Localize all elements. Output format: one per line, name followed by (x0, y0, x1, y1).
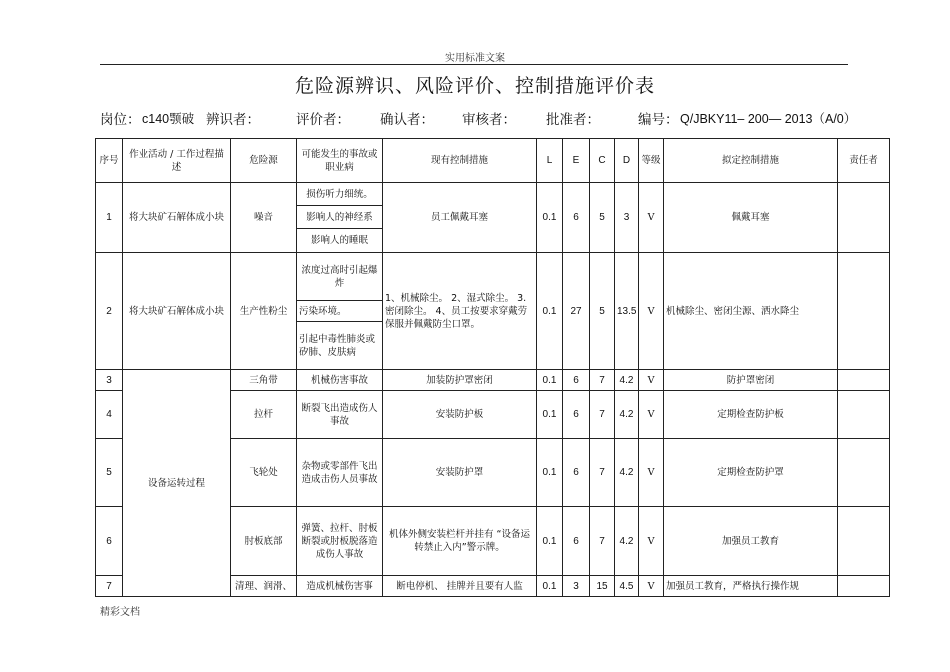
row-hazard: 飞轮处 (231, 439, 297, 507)
row-grade: V (639, 183, 664, 253)
row-seq: 3 (96, 370, 123, 391)
row-l: 0.1 (537, 576, 563, 597)
row-l: 0.1 (537, 507, 563, 576)
confirmer-label: 确认者： (380, 112, 434, 128)
col-controls: 现有控制措施 (383, 139, 537, 183)
row-owner (838, 391, 890, 439)
row-consequence: 影响人的睡眠 (297, 229, 383, 253)
row-l: 0.1 (537, 183, 563, 253)
row-owner (838, 507, 890, 576)
table-row (96, 183, 890, 206)
row-grade: V (639, 439, 664, 507)
row-hazard: 三角带 (231, 370, 297, 391)
reviewer-label: 审核者： (462, 112, 516, 128)
meta-line (100, 108, 870, 128)
row-activity: 将大块矿石解体成小块 (123, 183, 231, 253)
row-seq: 2 (96, 253, 123, 370)
row-owner (838, 370, 890, 391)
row-consequence: 断裂飞出造成伤人事故 (297, 391, 383, 439)
row-consequence: 机械伤害事故 (297, 370, 383, 391)
row-hazard: 清理、润滑、 (231, 576, 297, 597)
approver-label: 批准者： (546, 112, 600, 128)
row-seq: 1 (96, 183, 123, 253)
row-grade: V (639, 391, 664, 439)
row-proposed: 加强员工教育，严格执行操作规 (664, 576, 838, 597)
row-e: 6 (563, 370, 590, 391)
table-row (96, 370, 890, 391)
row-controls: 加装防护罩密闭 (383, 370, 537, 391)
row-hazard: 噪音 (231, 183, 297, 253)
row-d: 4.2 (615, 370, 639, 391)
row-proposed: 机械除尘、密闭尘源、洒水降尘 (664, 253, 838, 370)
post-label: 岗位： (100, 112, 141, 128)
row-proposed: 佩戴耳塞 (664, 183, 838, 253)
row-d: 3 (615, 183, 639, 253)
row-hazard: 拉杆 (231, 391, 297, 439)
row-grade: V (639, 576, 664, 597)
row-consequence: 浓度过高时引起爆炸 (297, 253, 383, 301)
row-controls: 员工佩戴耳塞 (383, 183, 537, 253)
row-seq: 4 (96, 391, 123, 439)
evaluator-label: 评价者： (296, 112, 350, 128)
row-d: 4.2 (615, 507, 639, 576)
row-controls: 机体外侧安装栏杆并挂有 “设备运转禁止入内”警示牌。 (383, 507, 537, 576)
row-controls: 安装防护板 (383, 391, 537, 439)
row-owner (838, 253, 890, 370)
col-proposed: 拟定控制措施 (664, 139, 838, 183)
row-c: 15 (590, 576, 615, 597)
row-e: 6 (563, 439, 590, 507)
col-consequence: 可能发生的事故或职业病 (297, 139, 383, 183)
row-e: 27 (563, 253, 590, 370)
row-c: 7 (590, 391, 615, 439)
row-e: 6 (563, 391, 590, 439)
row-l: 0.1 (537, 370, 563, 391)
row-d: 4.5 (615, 576, 639, 597)
row-c: 5 (590, 253, 615, 370)
row-d: 13.5 (615, 253, 639, 370)
row-consequence: 造成机械伤害事 (297, 576, 383, 597)
row-grade: V (639, 253, 664, 370)
row-consequence: 损伤听力细统。 (297, 183, 383, 206)
row-proposed: 定期检查防护罩 (664, 439, 838, 507)
row-consequence: 影响人的神经系 (297, 206, 383, 229)
document-title: 危险源辨识、风险评价、控制措施评价表 (294, 75, 655, 97)
row-consequence: 污染环境。 (297, 301, 383, 322)
col-owner: 责任者 (838, 139, 890, 183)
row-hazard: 生产性粉尘 (231, 253, 297, 370)
group-activity: 设备运转过程 (123, 370, 231, 597)
col-activity: 作业活动 / 工作过程描述 (123, 139, 231, 183)
row-seq: 7 (96, 576, 123, 597)
row-proposed: 定期检查防护板 (664, 391, 838, 439)
row-l: 0.1 (537, 391, 563, 439)
code-value: Q/JBKY11– 200— 2013（A/0） (680, 112, 857, 126)
row-consequence: 引起中毒性肺炎或矽肺、皮肤病 (297, 322, 383, 370)
row-d: 4.2 (615, 439, 639, 507)
row-controls: 安装防护罩 (383, 439, 537, 507)
row-consequence: 杂物或零部件飞出造成击伤人员事故 (297, 439, 383, 507)
col-hazard: 危险源 (231, 139, 297, 183)
col-e: E (563, 139, 590, 183)
table-row (96, 253, 890, 301)
row-owner (838, 576, 890, 597)
row-proposed: 防护罩密闭 (664, 370, 838, 391)
row-controls: 断电停机、 挂牌并且要有人监 (383, 576, 537, 597)
row-c: 7 (590, 439, 615, 507)
row-d: 4.2 (615, 391, 639, 439)
col-l: L (537, 139, 563, 183)
row-controls: 1、机械除尘。 2、湿式除尘。 3.密闭除尘。 4、员工按要求穿戴劳保服并佩戴防尘口罩。 (383, 253, 537, 370)
row-c: 7 (590, 370, 615, 391)
row-seq: 6 (96, 507, 123, 576)
risk-table (95, 138, 890, 597)
row-owner (838, 439, 890, 507)
row-activity: 将大块矿石解体成小块 (123, 253, 231, 370)
row-grade: V (639, 507, 664, 576)
row-seq: 5 (96, 439, 123, 507)
row-e: 6 (563, 507, 590, 576)
identifier-label: 辨识者： (206, 112, 260, 128)
row-owner (838, 183, 890, 253)
col-grade: 等级 (639, 139, 664, 183)
row-proposed: 加强员工教育 (664, 507, 838, 576)
row-grade: V (639, 370, 664, 391)
col-c: C (590, 139, 615, 183)
row-e: 6 (563, 183, 590, 253)
col-seq: 序号 (96, 139, 123, 183)
row-e: 3 (563, 576, 590, 597)
page-header: 实用标准文案 (445, 53, 505, 64)
row-c: 7 (590, 507, 615, 576)
row-hazard: 肘板底部 (231, 507, 297, 576)
col-d: D (615, 139, 639, 183)
header-rule (100, 64, 848, 65)
post-value: c140颚破 (142, 112, 195, 126)
table-header-row (96, 139, 890, 183)
row-consequence: 弹簧、拉杆、肘板断裂或肘板脱落造成伤人事故 (297, 507, 383, 576)
row-l: 0.1 (537, 439, 563, 507)
row-c: 5 (590, 183, 615, 253)
row-l: 0.1 (537, 253, 563, 370)
code-label: 编号： (638, 112, 679, 128)
page-footer: 精彩文档 (100, 607, 140, 618)
